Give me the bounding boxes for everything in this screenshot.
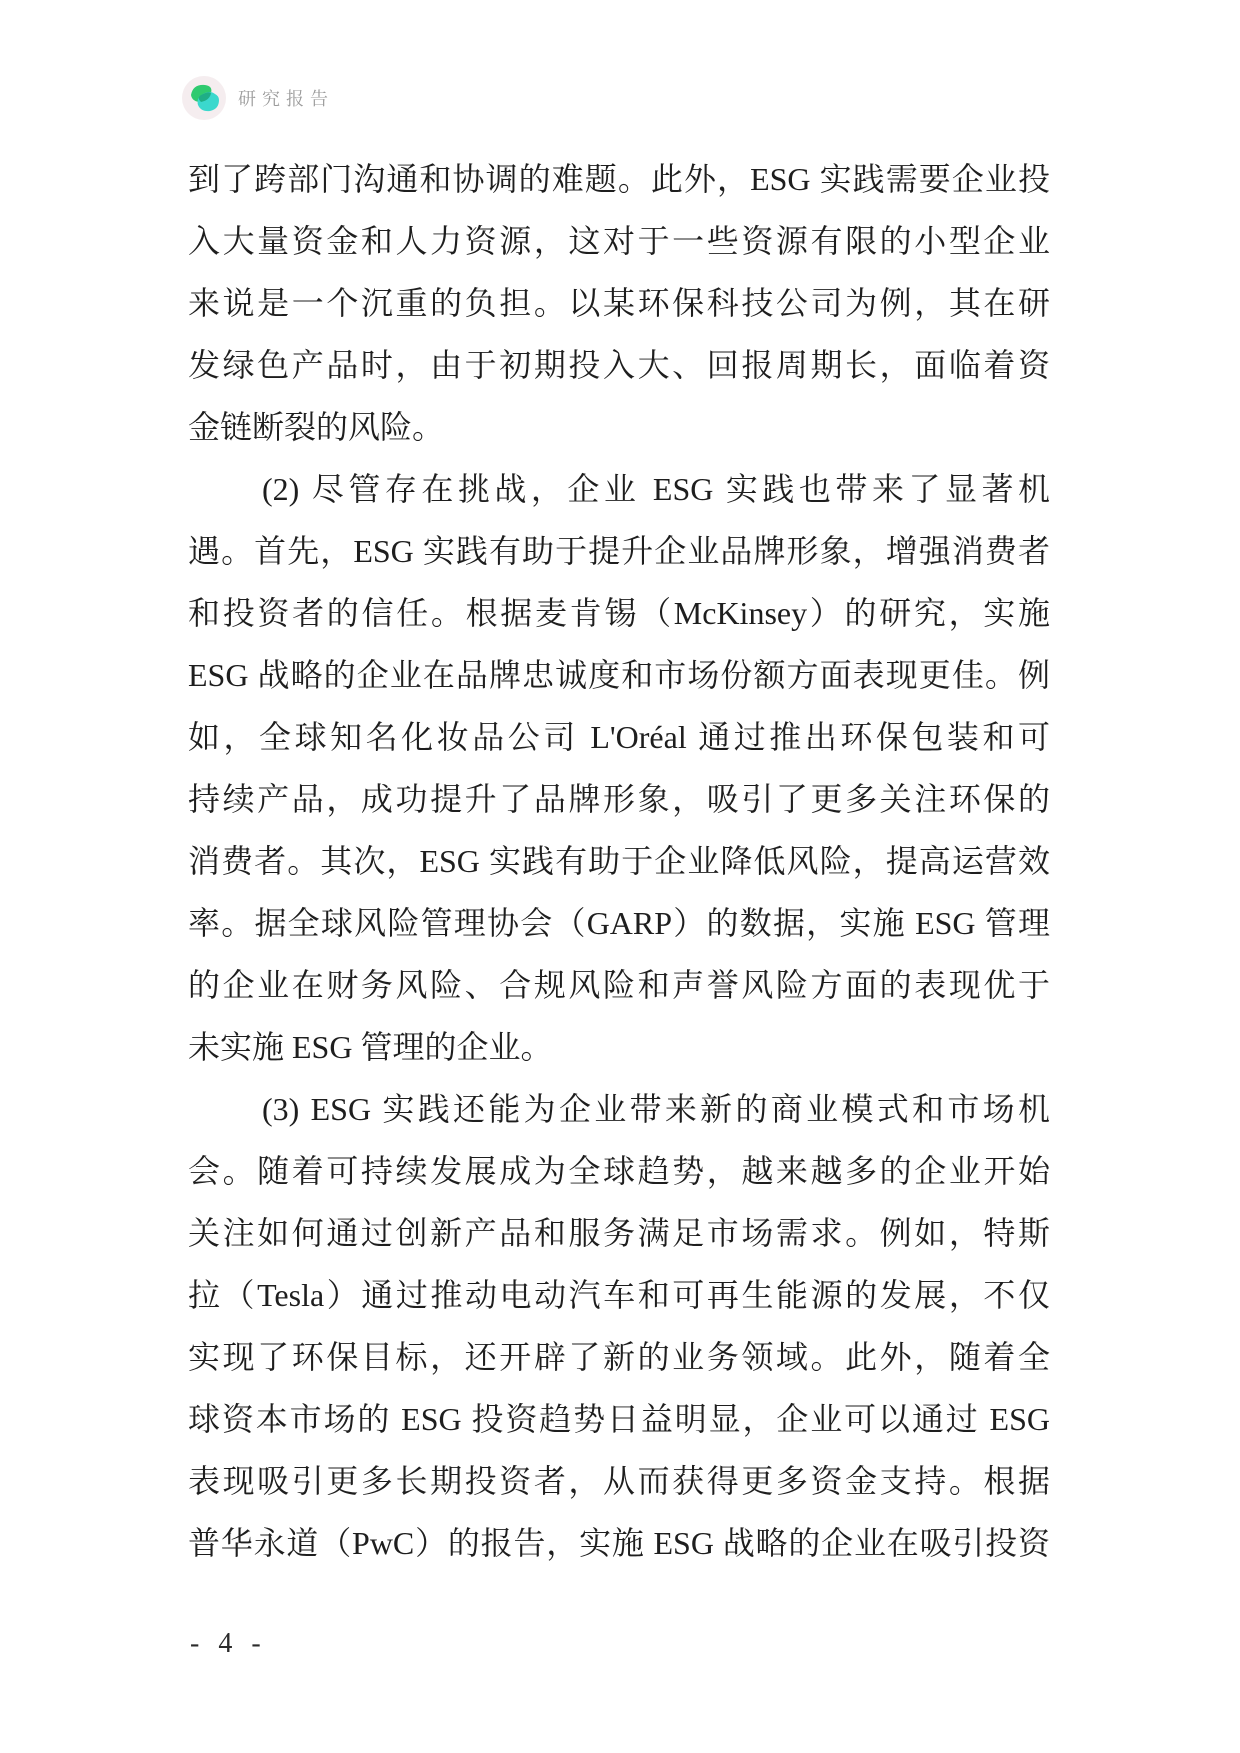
text-line: 发绿色产品时，由于初期投入大、回报周期长，面临着资 [188, 347, 1050, 383]
text-line: (3) ESG 实践还能为企业带来新的商业模式和市场机 [262, 1091, 1050, 1127]
text-line: 会。随着可持续发展成为全球趋势，越来越多的企业开始 [188, 1153, 1050, 1189]
text-line: 遇。首先，ESG 实践有助于提升企业品牌形象，增强消费者 [188, 533, 1050, 569]
report-header [182, 76, 334, 120]
text-line: 表现吸引更多长期投资者，从而获得更多资金支持。根据 [188, 1463, 1050, 1499]
brand-title: 研究报告 [238, 89, 334, 109]
text-line: 关注如何通过创新产品和服务满足市场需求。例如，特斯 [188, 1215, 1050, 1251]
brand-leaf-logo-icon [182, 76, 226, 120]
text-line: 普华永道（PwC）的报告，实施 ESG 战略的企业在吸引投资 [188, 1525, 1050, 1561]
text-line: 拉（Tesla）通过推动电动汽车和可再生能源的发展，不仅 [188, 1277, 1050, 1313]
text-line: 实现了环保目标，还开辟了新的业务领域。此外，随着全 [188, 1339, 1050, 1375]
text-line: 如，全球知名化妆品公司 L'Oréal 通过推出环保包装和可 [188, 719, 1050, 755]
text-line: (2) 尽管存在挑战，企业 ESG 实践也带来了显著机 [262, 471, 1050, 507]
text-line: 入大量资金和人力资源，这对于一些资源有限的小型企业 [188, 223, 1050, 259]
text-line: 消费者。其次，ESG 实践有助于企业降低风险，提高运营效 [188, 843, 1050, 879]
text-line: ESG 战略的企业在品牌忠诚度和市场份额方面表现更佳。例 [188, 657, 1050, 693]
text-line: 和投资者的信任。根据麦肯锡（McKinsey）的研究，实施 [188, 595, 1050, 631]
text-line: 持续产品，成功提升了品牌形象，吸引了更多关注环保的 [188, 781, 1050, 817]
text-line: 的企业在财务风险、合规风险和声誉风险方面的表现优于 [188, 967, 1050, 1003]
text-line: 球资本市场的 ESG 投资趋势日益明显，企业可以通过 ESG [188, 1401, 1050, 1437]
text-line: 未实施 ESG 管理的企业。 [188, 1029, 553, 1065]
document-body [188, 148, 1050, 1574]
text-line: 率。据全球风险管理协会（GARP）的数据，实施 ESG 管理 [188, 905, 1050, 941]
text-line: 到了跨部门沟通和协调的难题。此外，ESG 实践需要企业投 [188, 161, 1050, 197]
text-line: 金链断裂的风险。 [188, 409, 445, 445]
text-line: 来说是一个沉重的负担。以某环保科技公司为例，其在研 [188, 285, 1050, 321]
page-number: - 4 - [190, 1628, 267, 1659]
